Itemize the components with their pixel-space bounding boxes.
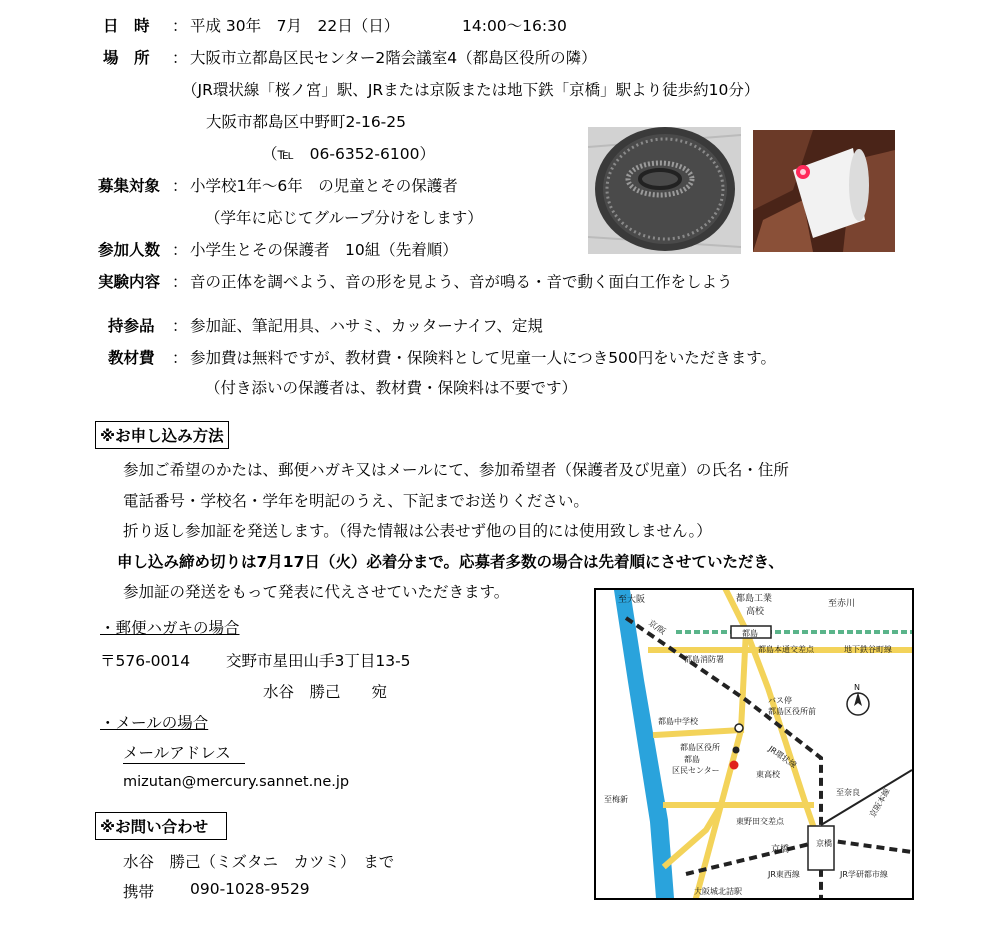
capacity-label: 参加人数	[98, 241, 161, 259]
capacity-sep: ：	[172, 241, 188, 259]
map-label-ward-office: 都島区役所	[680, 743, 720, 752]
capacity-value: 小学生とその保護者 10組（先着順）	[190, 241, 458, 259]
map-label-osakajo-station: 大阪城北詰駅	[694, 887, 742, 896]
map-label-to-oosaka: 至大阪	[618, 595, 646, 605]
place-label: 場 所	[103, 49, 150, 67]
recipient: 水谷 勝己 宛	[263, 683, 388, 701]
map-label-kogyo: 都島工業	[736, 594, 773, 604]
apply-line-5: 参加証の発送をもって発表に代えさせていただきます。	[123, 583, 510, 601]
map-label-noda-crossing: 東野田交差点	[736, 817, 784, 826]
map-label-hankyu-mark: 京/阪	[646, 618, 668, 637]
map-label-junior-high: 都島中学校	[658, 717, 698, 726]
apply-line-1: 参加ご希望のかたは、郵便ハガキ又はメールにて、参加希望者（保護者及び児童）の氏名・住所	[123, 461, 789, 479]
target-label: 募集対象	[98, 177, 161, 195]
apply-line-2: 電話番号・学校名・学年を明記のうえ、下記までお送りください。	[123, 492, 589, 510]
target-value: 小学校1年～6年 の児童とその保護者	[190, 177, 458, 195]
fee-label: 教材費	[108, 349, 155, 367]
kyobashi-station-box	[808, 826, 834, 870]
map-label-jr-loop: JR環状線	[766, 744, 799, 770]
sand-pattern-photo	[588, 127, 741, 254]
map-label-to-umeshin: 至梅新	[604, 795, 628, 804]
mail-label: メールアドレス	[123, 741, 245, 764]
postcard-heading: ・郵便ハガキの場合	[100, 619, 240, 637]
map-label-kokou: 高校	[746, 607, 765, 617]
content-sep: ：	[172, 273, 188, 291]
north-arrow-icon	[847, 692, 869, 715]
place-access: （JR環状線「桜ノ宮」駅、JRまたは京阪または地下鉄「京橋」駅より徒歩約10分）	[182, 81, 760, 99]
map-label-center-1: 都島	[684, 755, 700, 764]
email-address[interactable]: mizutan@mercury.sannet.ne.jp	[123, 774, 350, 790]
postal-code: 〒576-0014	[100, 652, 191, 670]
target-note: （学年に応じてグループ分けをします）	[205, 209, 483, 227]
content-value: 音の正体を調べよう、音の形を見よう、音が鳴る・音で動く面白工作をしよう	[190, 273, 733, 291]
time-value: 14:00～16:30	[462, 17, 567, 35]
date-label: 日 時	[103, 17, 150, 35]
community-center-marker	[730, 761, 739, 770]
map-label-kyobashi: 京橋	[771, 845, 790, 855]
map-label-jr-tozai: JR東西線	[768, 870, 800, 879]
mobile-label: 携帯	[123, 883, 155, 901]
mobile-number: 090-1028-9529	[190, 880, 310, 898]
fee-note: （付き添いの保護者は、教材費・保険料は不要です）	[205, 379, 578, 397]
target-sep: ：	[172, 177, 188, 195]
content-label: 実験内容	[98, 273, 161, 291]
fee-sep: ：	[172, 349, 188, 367]
access-map	[594, 588, 914, 900]
items-label: 持参品	[108, 317, 155, 335]
fee-value: 参加費は無料ですが、教材費・保険料として児童一人につき500円をいただきます。	[190, 349, 777, 367]
map-label-bus-stop: バス停	[768, 696, 792, 705]
map-label-higashi-high: 東高校	[756, 770, 780, 779]
apply-line-4: 申し込み締め切りは7月17日（火）必着分まで。応募者多数の場合は先着順にさせていただき、	[117, 553, 784, 571]
mail-heading: ・メールの場合	[100, 714, 209, 732]
river	[614, 590, 674, 898]
ward-office-marker	[733, 747, 740, 754]
apply-heading: ※お申し込み方法	[95, 421, 229, 449]
keihan-line	[821, 770, 912, 825]
place-sep: ：	[172, 49, 188, 67]
map-label-to-nara: 至奈良	[836, 788, 860, 797]
map-label-north: N	[854, 683, 860, 692]
paper-cup-craft-photo	[753, 130, 895, 252]
map-label-fire-station: 都島消防署	[684, 655, 724, 664]
bus-stop-marker	[735, 724, 743, 732]
date-value: 平成 30年 7月 22日（日）	[190, 17, 400, 35]
items-sep: ：	[172, 317, 188, 335]
contact-name: 水谷 勝己（ミズタニ カツミ） まで	[123, 853, 395, 871]
apply-line-3: 折り返し参加証を発送します。（得た情報は公表せず他の目的には使用致しません。）	[123, 522, 712, 540]
items-value: 参加証、筆記用具、ハサミ、カッターナイフ、定規	[190, 317, 543, 335]
map-label-center-2: 区民センター	[672, 766, 720, 775]
map-label-honmachi-crossing: 都島本通交差点	[758, 645, 814, 654]
map-label-ward-office-stop: 都島区役所前	[768, 707, 816, 716]
map-label-keihan: 京阪本線	[867, 786, 892, 819]
date-sep: ：	[172, 17, 188, 35]
map-label-jr-gakken: JR学研都市線	[840, 870, 888, 879]
postal-address: 交野市星田山手3丁目13-5	[226, 652, 411, 670]
map-label-kyobashi-v: 京橋	[816, 839, 832, 848]
place-value: 大阪市立都島区民センター2階会議室4（都島区役所の隣）	[190, 49, 597, 67]
contact-heading: ※お問い合わせ	[95, 812, 227, 840]
place-address: 大阪市都島区中野町2-16-25	[206, 113, 406, 131]
place-tel: （℡ 06-6352-6100）	[262, 145, 435, 163]
jr-gakken-line	[686, 840, 912, 874]
map-label-miyakojima-station: 都島	[742, 629, 758, 638]
map-label-to-akagawa: 至赤川	[828, 599, 856, 609]
map-label-subway: 地下鉄谷町線	[844, 645, 892, 654]
